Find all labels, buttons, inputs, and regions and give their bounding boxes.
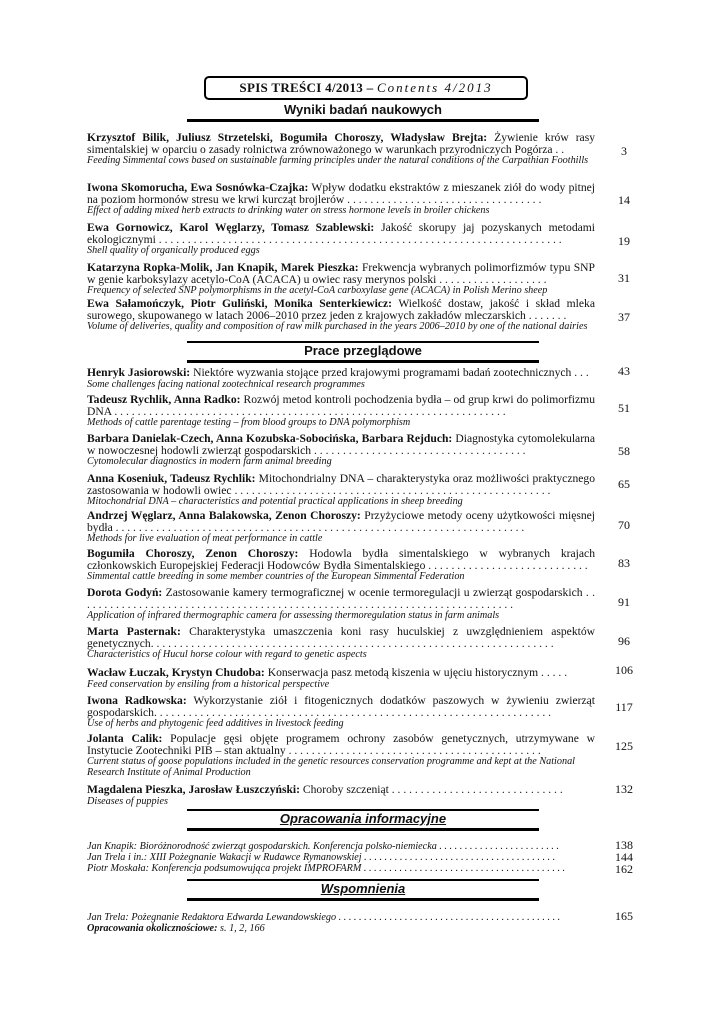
- memories-entry: Jan Trela: Pożegnanie Redaktora Edwarda Lewandowskiego . . . . . . . . . . . . . . . . . . . . . . . . . . . . . . . . . . . . . . . . . . . .: [87, 912, 561, 923]
- occasional-label: Opracowania okolicznościowe:: [87, 923, 218, 934]
- entry-title: Hodowla bydła simentalskiego w wybranych krajach członkowskich Europejskiej Federacji Hodowców Bydła Simentalskiego . . . . . . . . . . . . . . . . . . . . . . . . . . . .: [87, 547, 595, 572]
- entry-page: 144: [615, 850, 633, 864]
- entry-authors: Henryk Jasiorowski:: [87, 366, 191, 379]
- section-reviews-title: Prace przeglądowe: [304, 343, 422, 358]
- entry-authors: Ewa Gornowicz, Karol Węglarzy, Tomasz Szablewski:: [87, 221, 375, 234]
- entry-title: Wykorzystanie ziół i fitogenicznych dodatków paszowych w żywieniu zwierząt gospodarskich. . . . . . . . . . . . . . . . . . . . . . . . . . . . . . . . . . . . . . . . . . . . . . . . . . . . . . . . . . . . . . . . . . . . .: [87, 694, 595, 719]
- entry-authors: Magdalena Pieszka, Jarosław Łuszczyński:: [87, 783, 300, 796]
- entry-en: Use of herbs and phytogenic feed additives in livestock feeding: [87, 718, 344, 729]
- entry-page: 138: [615, 838, 633, 852]
- entry-title: Żywienie krów rasy simentalskiej w oparciu o zasady rolnictwa zrównoważonego w warunkach przyrodniczych Pogórza . .: [87, 131, 596, 156]
- entry-authors: Wacław Łuczak, Krystyn Chudoba:: [87, 666, 265, 679]
- entry-title: Niektóre wyzwania stojące przed krajowymi programami badań zootechnicznych . . .: [193, 366, 589, 379]
- entry-page: 125: [615, 739, 633, 753]
- toc-entry: [87, 626, 595, 660]
- toc-entry: [87, 433, 595, 467]
- toc-entry: [87, 222, 595, 256]
- toc-entry: [87, 367, 595, 390]
- header-pl: SPIS TREŚCI 4/2013 –: [239, 80, 374, 95]
- info-entry: Jan Trela i in.: XIII Pożegnanie Wakacji w Rudawce Rymanowskiej . . . . . . . . . . . . . . . . . . . . . . . . . . . . . . . . . . . . . .: [87, 852, 556, 863]
- entry-page: 117: [615, 700, 633, 714]
- entry-page: 70: [618, 518, 630, 532]
- entry-authors: Jolanta Calik:: [87, 732, 163, 745]
- entry-page: 96: [618, 634, 630, 648]
- contents-header: [204, 76, 528, 100]
- entry-title: Choroby szczeniąt . . . . . . . . . . . . . . . . . . . . . . . . . . . . . .: [302, 783, 563, 796]
- toc-entry: [87, 182, 595, 216]
- entry-authors: Ewa Sałamończyk, Piotr Guliński, Monika Senterkiewicz:: [87, 297, 392, 310]
- entry-title: Przyżyciowe metody oceny użytkowości mięsnej bydła . . . . . . . . . . . . . . . . . . . . . . . . . . . . . . . . . . . . . . . . . . . . . . . . . . . . . . . . . . . . . . . . . . . . . . .: [87, 509, 596, 534]
- entry-authors: Iwona Skomorucha, Ewa Sosnówka-Czajka:: [87, 181, 309, 194]
- toc-entry: [87, 262, 595, 296]
- toc-entry: [87, 587, 595, 621]
- entry-en: Some challenges facing national zootechnical research programmes: [87, 378, 365, 390]
- entry-en: Cytomolecular diagnostics in modern farm animal breeding: [87, 456, 332, 467]
- entry-authors: Katarzyna Ropka-Molik, Jan Knapik, Marek Pieszka:: [87, 261, 359, 274]
- entry-title: Rozwój metod kontroli pochodzenia bydła – od grup krwi do polimorfizmu DNA . . . . . . . . . . . . . . . . . . . . . . . . . . . . . . . . . . . . . . . . . . . . . . . . . . . . . . . . . . . . . . . . . . . .: [87, 393, 595, 418]
- entry-en: Volume of deliveries, quality and composition of raw milk purchased in the years 2006–2010 by one of the national dairies: [87, 321, 588, 332]
- entry-en: Methods for live evaluation of meat performance in cattle: [87, 533, 323, 544]
- entry-en: Feed conservation by ensiling from a historical perspective: [87, 678, 330, 690]
- entry-page: 91: [618, 595, 630, 609]
- entry-en: Diseases of puppies: [87, 795, 168, 807]
- entry-en: Characteristics of Hucul horse colour with regard to genetic aspects: [87, 649, 367, 660]
- section-memories: [187, 879, 539, 901]
- entry-en: Feeding Simmental cows based on sustainable farming principles under the natural conditions of the Carpathian Foothills: [87, 155, 589, 166]
- entry-page: 83: [618, 556, 630, 570]
- entry-page: 37: [618, 310, 630, 324]
- toc-entry: [87, 473, 595, 507]
- entry-title: Charakterystyka umaszczenia koni rasy huculskiej z uwzględnieniem aspektów genetycznych. . . . . . . . . . . . . . . . . . . . . . . . . . . . . . . . . . . . . . . . . . . . . . . . . . . . . . . . . . . . . . . . . . . . . .: [87, 625, 596, 650]
- entry-en: Mitochondrial DNA – characteristics and potential practical applications in sheep breeding: [87, 496, 463, 507]
- section-research: [187, 102, 539, 122]
- entry-authors: Anna Koseniuk, Tadeusz Rychlik:: [87, 472, 256, 485]
- entry-page: 3: [621, 144, 627, 158]
- entry-page: 31: [618, 271, 630, 285]
- entry-title: Wielkość dostaw, jakość i skład mleka surowego, skupowanego w latach 2006–2010 przez jeden z krajowych zakładów mleczarskich . . . . . . .: [87, 297, 595, 322]
- entry-title: Zastosowanie kamery termograficznej w ocenie termoregulacji u zwierząt gospodarskich . . . . . . . . . . . . . . . . . . . . . . . . . . . . . . . . . . . . . . . . . . . . . . . . . . . . . . . . . . . . . . . . . . . . . . . . . . . .: [87, 586, 595, 611]
- toc-entry: [87, 548, 595, 582]
- entry-authors: Krzysztof Bilik, Juliusz Strzetelski, Bogumiła Choroszy, Władysław Brejta:: [87, 131, 488, 144]
- header-en: Contents 4/2013: [376, 80, 493, 95]
- entry-title: Populacje gęsi objęte programem ochrony zasobów genetycznych, utrzymywane w Instytucie Zootechniki PIB – stan aktualny . . . . . . . . . . . . . . . . . . . . . . . . . . . . . . . . . . . . . . . . . . . .: [87, 732, 595, 757]
- section-info: [187, 809, 539, 831]
- toc-entry: [87, 394, 595, 428]
- toc-entry: [87, 132, 595, 166]
- info-entry: Jan Knapik: Bioróżnorodność zwierząt gospodarskich. Konferencja polsko-niemiecka . . . . . . . . . . . . . . . . . . . . . . . .: [87, 841, 560, 852]
- section-reviews: [187, 341, 539, 363]
- entry-page: 162: [615, 862, 633, 876]
- toc-entry: [87, 733, 595, 778]
- entry-en: Current status of goose populations included in the genetic resources conservation programme and kept at the National Research Institute of Animal Production: [87, 756, 575, 778]
- entry-title: Wpływ dodatku ekstraktów z mieszanek ziół do wody pitnej na poziom hormonów stresu we krwi kurcząt brojlerów . . . . . . . . . . . . . . . . . . . . . . . . . . . . . . . . . .: [87, 181, 595, 206]
- entry-authors: Tadeusz Rychlik, Anna Radko:: [87, 393, 241, 406]
- entry-en: Effect of adding mixed herb extracts to drinking water on stress hormone levels in broiler chickens: [87, 205, 490, 216]
- entry-authors: Iwona Radkowska:: [87, 694, 187, 707]
- toc-entry: [87, 667, 595, 690]
- entry-authors: Andrzej Węglarz, Anna Balakowska, Zenon Choroszy:: [87, 509, 361, 522]
- entry-page: 58: [618, 444, 630, 458]
- toc-entry: [87, 784, 595, 807]
- entry-page: 65: [618, 477, 630, 491]
- entry-en: Frequency of selected SNP polymorphisms in the acetyl-CoA carboxylase gene (ACACA) in Polish Merino sheep: [87, 285, 548, 296]
- entry-en: Simmental cattle breeding in some member countries of the European Simmental Federation: [87, 571, 465, 582]
- occasional-pages: s. 1, 2, 166: [220, 923, 265, 934]
- section-research-title: Wyniki badań naukowych: [284, 102, 442, 117]
- entry-authors: Barbara Danielak-Czech, Anna Kozubska-Sobocińska, Barbara Rejduch:: [87, 432, 453, 445]
- entry-en: Application of infrared thermographic camera for assessing thermoregulation status in farm animals: [87, 610, 500, 621]
- entry-title: Konserwacja pasz metodą kiszenia w ujęciu historycznym . . . . .: [267, 666, 568, 679]
- occasional-line: [87, 923, 595, 934]
- entry-title: Frekwencja wybranych polimorfizmów typu SNP w genie karboksylazy acetylo-CoA (ACACA) u owiec rasy merynos polski . . . . . . . . . . . . . . . . . . .: [87, 261, 595, 286]
- section-info-title: Opracowania informacyjne: [279, 811, 447, 826]
- entry-title: Diagnostyka cytomolekularna w nowoczesnej hodowli zwierząt gospodarskich . . . . . . . . . . . . . . . . . . . . . . . . . . . . . . . . . . . . .: [87, 432, 595, 457]
- entry-page: 43: [618, 364, 630, 378]
- entry-title: Mitochondrialny DNA – charakterystyka oraz możliwości praktycznego zastosowania w hodowli owiec . . . . . . . . . . . . . . . . . . . . . . . . . . . . . . . . . . . . . . . . . . . . . . . . . . . . . . .: [87, 472, 595, 497]
- entry-page: 106: [615, 663, 633, 677]
- entry-page: 19: [618, 234, 630, 248]
- toc-entry: [87, 695, 595, 729]
- section-memories-title: Wspomnienia: [320, 881, 406, 896]
- entry-page: 165: [615, 909, 633, 923]
- entry-title: Jakość skorupy jaj pozyskanych metodami ekologicznymi . . . . . . . . . . . . . . . . . . . . . . . . . . . . . . . . . . . . . . . . . . . . . . . . . . . . . . . . . . . . . . . . . . . . . .: [87, 221, 595, 246]
- entry-authors: Dorota Godyń:: [87, 586, 163, 599]
- entry-page: 132: [615, 782, 633, 796]
- entry-en: Methods of cattle parentage testing – from blood groups to DNA polymorphism: [87, 417, 411, 428]
- toc-entry: [87, 298, 595, 332]
- entry-en: Shell quality of organically produced eggs: [87, 245, 260, 256]
- toc-entry: [87, 510, 595, 544]
- entry-authors: Marta Pasternak:: [87, 625, 181, 638]
- entry-page: 51: [618, 401, 630, 415]
- entry-page: 14: [618, 193, 630, 207]
- info-entry: Piotr Moskała: Konferencja podsumowująca projekt IMPROFARM . . . . . . . . . . . . . . . . . . . . . . . . . . . . . . . . . . . . . . . .: [87, 863, 566, 874]
- entry-authors: Bogumiła Choroszy, Zenon Choroszy:: [87, 547, 299, 560]
